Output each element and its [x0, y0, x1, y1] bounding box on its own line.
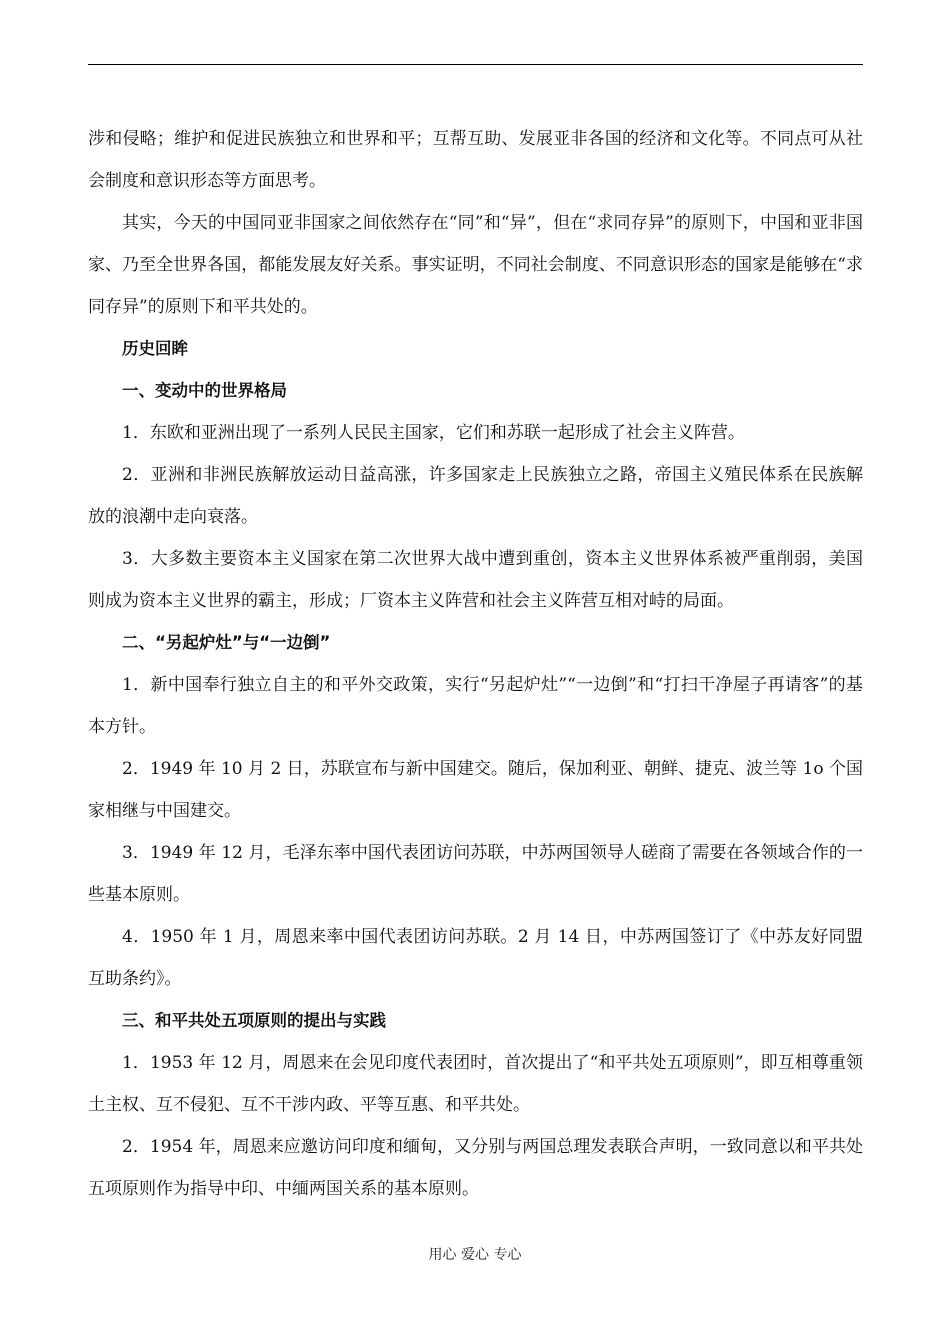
- list-item-2-3: 3．1949 年 12 月，毛泽东率中国代表团访问苏联，中苏两国领导人磋商了需要在各领域合作的一些基本原则。: [88, 843, 863, 905]
- section-heading-1: 一、变动中的世界格局: [122, 381, 287, 400]
- list-item-2-2: 2．1949 年 10 月 2 日，苏联宣布与新中国建交。随后，保加利亚、朝鲜、捷克、波兰等 1o 个国家相继与中国建交。: [88, 759, 863, 821]
- list-item-1-1: 1．东欧和亚洲出现了一系列人民民主国家，它们和苏联一起形成了社会主义阵营。: [122, 423, 745, 443]
- list-item-2-1: 1．新中国奉行独立自主的和平外交政策，实行“另起炉灶”“一边倒”和“打扫干净屋子再请客”的基本方针。: [88, 675, 863, 737]
- list-item-2-4: 4．1950 年 1 月，周恩来率中国代表团访问苏联。2 月 14 日，中苏两国签订了《中苏友好同盟互助条约》。: [88, 927, 863, 989]
- list-item-1-3: 3．大多数主要资本主义国家在第二次世界大战中遭到重创，资本主义世界体系被严重削弱，美国则成为资本主义世界的霸主，形成；厂资本主义阵营和社会主义阵营互相对峙的局面。: [88, 549, 863, 611]
- paragraph-qiutongcunyi: 其实，今天的中国同亚非国家之间依然存在“同”和“异”，但在“求同存异”的原则下，中国和亚非国家、乃至全世界各国，都能发展友好关系。事实证明，不同社会制度、不同意识形态的国家是能够在“求同存异”的原则下和平共处的。: [88, 213, 863, 317]
- list-item-3-2: 2．1954 年，周恩来应邀访问印度和缅甸，又分别与两国总理发表联合声明，一致同意以和平共处五项原则作为指导中印、中缅两国关系的基本原则。: [88, 1137, 863, 1199]
- header-rule: [88, 64, 863, 65]
- list-item-1-2: 2．亚洲和非洲民族解放运动日益高涨，许多国家走上民族独立之路，帝国主义殖民体系在民族解放的浪潮中走向衰落。: [88, 465, 863, 527]
- section-heading-2: 二、“另起炉灶”与“一边倒”: [122, 633, 331, 652]
- list-item-3-1: 1．1953 年 12 月，周恩来在会见印度代表团时，首次提出了“和平共处五项原则”，即互相尊重领土主权、互不侵犯、互不干涉内政、平等互惠、和平共处。: [88, 1053, 863, 1115]
- document-body: [88, 118, 863, 1210]
- section-heading-3: 三、和平共处五项原则的提出与实践: [122, 1011, 386, 1030]
- section-heading-lishi-huimou: 历史回眸: [122, 339, 188, 358]
- paragraph-continued: 涉和侵略；维护和促进民族独立和世界和平；互帮互助、发展亚非各国的经济和文化等。不同点可从社会制度和意识形态等方面思考。: [88, 129, 863, 191]
- page-footer: 用心 爱心 专心: [428, 1247, 522, 1263]
